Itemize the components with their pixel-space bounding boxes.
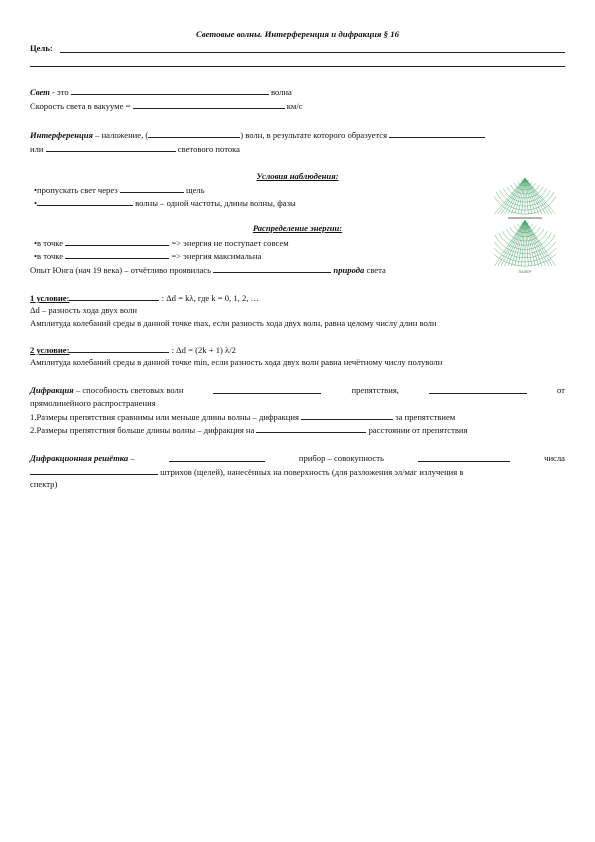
- fringe-ray: [498, 178, 525, 214]
- grating-definition-end: спектр): [30, 479, 58, 489]
- fringe-ray: [525, 178, 556, 214]
- grating-blank-2[interactable]: [418, 453, 510, 462]
- page-title: Световые волны. Интерференция и дифракция § 16: [195, 29, 400, 39]
- fringe-pattern-upper: [494, 178, 556, 214]
- condition-1-amplitude: Амплитуда колебаний среды в данной точке max, если разность хода двух волн, равна целому числу длин волн: [30, 318, 437, 328]
- fringe-ray: [525, 220, 552, 266]
- grating-blank-3[interactable]: [30, 466, 158, 475]
- fringe-ray: [511, 220, 525, 266]
- conditions-heading: Условия наблюдения:: [256, 171, 339, 181]
- light-term: Свет: [30, 87, 50, 97]
- energy-item-1: •в точке => энергия не поступает совсем: [34, 238, 289, 248]
- condition-2-blank[interactable]: [69, 344, 169, 353]
- grating-term: Дифракционная решётка: [30, 453, 129, 463]
- fringe-ray: [525, 220, 539, 266]
- diffraction-term: Дифракция: [30, 385, 74, 395]
- diffraction-definition-cont: прямолинейного распространения: [30, 398, 156, 408]
- grating-definition-cont: штрихов (щелей), нанесённых на поверхность (для разложения эл/маг излучения в: [30, 466, 463, 478]
- speed-of-light: Скорость света в вакууме = км/с: [30, 101, 303, 111]
- bullet-icon: •: [34, 251, 38, 261]
- grating-blank-1[interactable]: [169, 453, 265, 462]
- goal-label: Цель:: [30, 43, 53, 53]
- grating-definition: Дифракционная решётка – прибор – совокупность числа: [30, 453, 565, 463]
- energy-blank-1[interactable]: [65, 237, 169, 246]
- bullet-icon: •: [34, 198, 38, 208]
- diffraction-blank-4[interactable]: [256, 424, 366, 433]
- interference-pattern-figure: [494, 176, 556, 276]
- diffraction-blank-3[interactable]: [301, 411, 393, 420]
- young-experiment: Опыт Юнга (нач 19 века) – отчётливо проявилась природа света: [30, 265, 386, 275]
- condition-blank-1[interactable]: [120, 184, 184, 193]
- energy-item-2: •в точке => энергия максимальна: [34, 251, 262, 261]
- speed-blank[interactable]: [133, 100, 285, 109]
- condition-item-2: • волны – одной частоты, длины волны, фазы: [34, 198, 296, 208]
- fringe-ray: [494, 178, 525, 214]
- condition-2-formula: 2 условие: : Δd = (2k + 1) λ/2: [30, 345, 236, 355]
- energy-heading: Распределение энергии:: [252, 223, 343, 233]
- bullet-icon: •: [34, 185, 38, 195]
- young-blank[interactable]: [213, 264, 331, 273]
- diffraction-blank-2[interactable]: [429, 385, 527, 394]
- fringe-ray: [511, 178, 525, 214]
- fringe-ray: [498, 220, 525, 266]
- diffraction-blank-1[interactable]: [213, 385, 321, 394]
- condition-2-amplitude: Амплитуда колебаний среды в данной точке min, если разность хода двух волн равна нечётному числу полуволн: [30, 357, 443, 367]
- figure-caption: ЛАЗЕР: [518, 269, 532, 274]
- interference-definition-cont: или светового потока: [30, 144, 240, 154]
- fringe-pattern-lower: [494, 220, 556, 266]
- fringe-ray: [525, 178, 552, 214]
- interference-definition: Интерференция – наложение, ( ) волн, в результате которого образуется: [30, 129, 485, 141]
- interference-term: Интерференция: [30, 130, 93, 140]
- condition-blank-2[interactable]: [37, 197, 133, 206]
- energy-blank-2[interactable]: [65, 250, 169, 259]
- condition-item-1: •пропускать свет через щель: [34, 185, 205, 195]
- condition-1-blank[interactable]: [69, 292, 159, 301]
- condition-1-note: Δd – разность хода двух волн: [30, 305, 137, 315]
- diffraction-case-2: 2.Размеры препятствия больше длины волны – дифракция на расстоянии от препятствия: [30, 425, 468, 435]
- diffraction-case-1: 1.Размеры препятствия сравнимы или меньше длины волны – дифракция за препятствием: [30, 412, 456, 422]
- bullet-icon: •: [34, 238, 38, 248]
- interference-blank-1[interactable]: [148, 129, 240, 138]
- condition-1-formula: 1 условие: : Δd = kλ, где k = 0, 1, 2, …: [30, 293, 260, 303]
- interference-blank-2[interactable]: [389, 129, 485, 138]
- interference-blank-3[interactable]: [46, 143, 176, 152]
- light-definition: Свет - это волна: [30, 87, 292, 97]
- fringe-ray: [525, 178, 539, 214]
- goal-answer-line-1[interactable]: [60, 52, 565, 53]
- goal-answer-line-2[interactable]: [30, 66, 565, 67]
- diffraction-definition: Дифракция – способность световых волн препятствия, от: [30, 385, 565, 395]
- light-blank[interactable]: [71, 86, 269, 95]
